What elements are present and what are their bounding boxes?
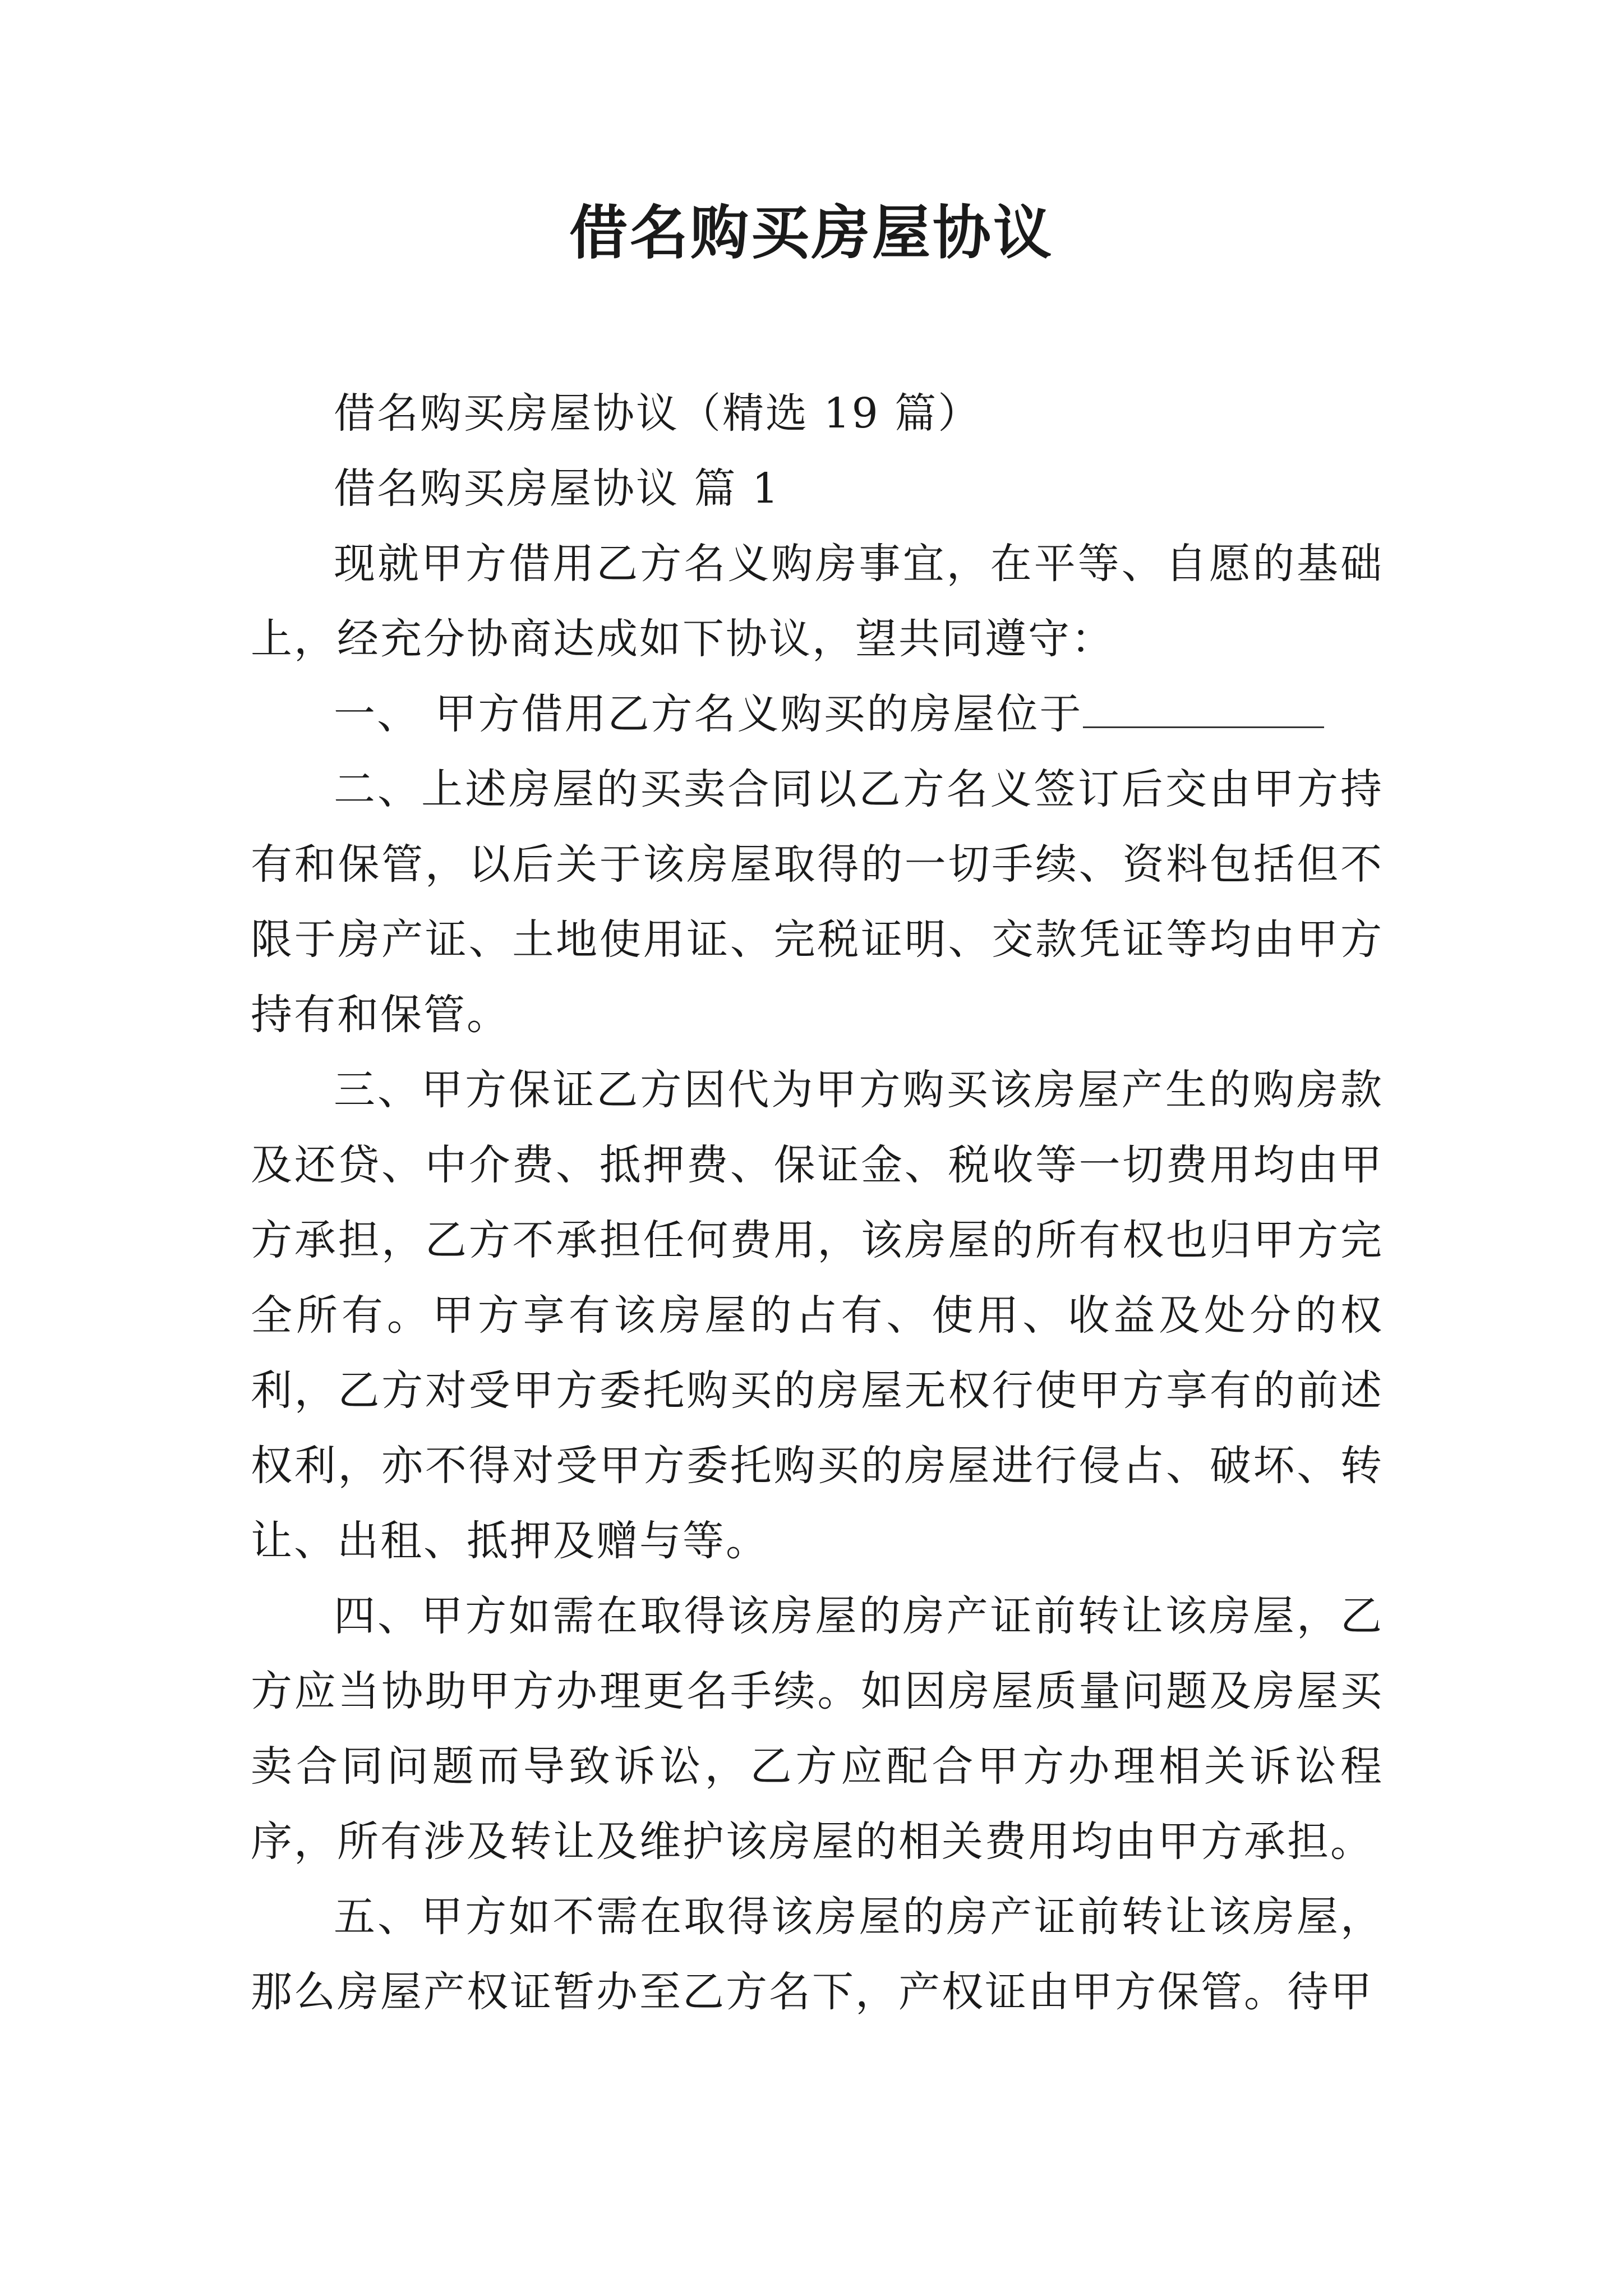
section-heading: 借名购买房屋协议 篇 1 bbox=[334, 464, 781, 513]
clause-3-paragraph: 三、甲方保证乙方因代为甲方购买该房屋产生的购房款及还贷、中介费、抵押费、保证金、税收等一切费用均由甲方承担，乙方不承担任何费用，该房屋的所有权也归甲方完全所有。甲方享有该房屋的占有、使用、收益及处分的权利，乙方对受甲方委托购买的房屋无权行使甲方享有的前述权利，亦不得对受甲方委托购买的房屋进行侵占、破坏、转让、出租、抵押及赠与等。 bbox=[251, 1066, 1384, 1565]
clause-1-text: 一、 甲方借用乙方名义购买的房屋位于 bbox=[334, 690, 1083, 738]
clause-4-paragraph: 四、甲方如需在取得该房屋的房产证前转让该房屋，乙方应当协助甲方办理更名手续。如因房屋质量问题及房屋买卖合同问题而导致诉讼，乙方应配合甲方办理相关诉讼程序，所有涉及转让及维护该房屋的相关费用均由甲方承担。 bbox=[251, 1592, 1384, 1866]
document-title: 借名购买房屋协议 bbox=[569, 198, 1054, 267]
clause-2-paragraph: 二、上述房屋的买卖合同以乙方名义签订后交由甲方持有和保管，以后关于该房屋取得的一切手续、资料包括但不限于房产证、土地使用证、完税证明、交款凭证等均由甲方持有和保管。 bbox=[251, 765, 1384, 1039]
location-blank bbox=[1083, 687, 1324, 728]
document-body bbox=[251, 376, 1384, 2030]
document-subtitle: 借名购买房屋协议（精选 19 篇） bbox=[334, 389, 981, 438]
clause-1-paragraph bbox=[251, 677, 1384, 752]
clause-5-paragraph: 五、甲方如不需在取得该房屋的房产证前转让该房屋，那么房屋产权证暂办至乙方名下，产权证由甲方保管。待甲 bbox=[251, 1893, 1384, 2016]
intro-paragraph: 现就甲方借用乙方名义购房事宜，在平等、自愿的基础上，经充分协商达成如下协议，望共同遵守： bbox=[251, 540, 1384, 663]
